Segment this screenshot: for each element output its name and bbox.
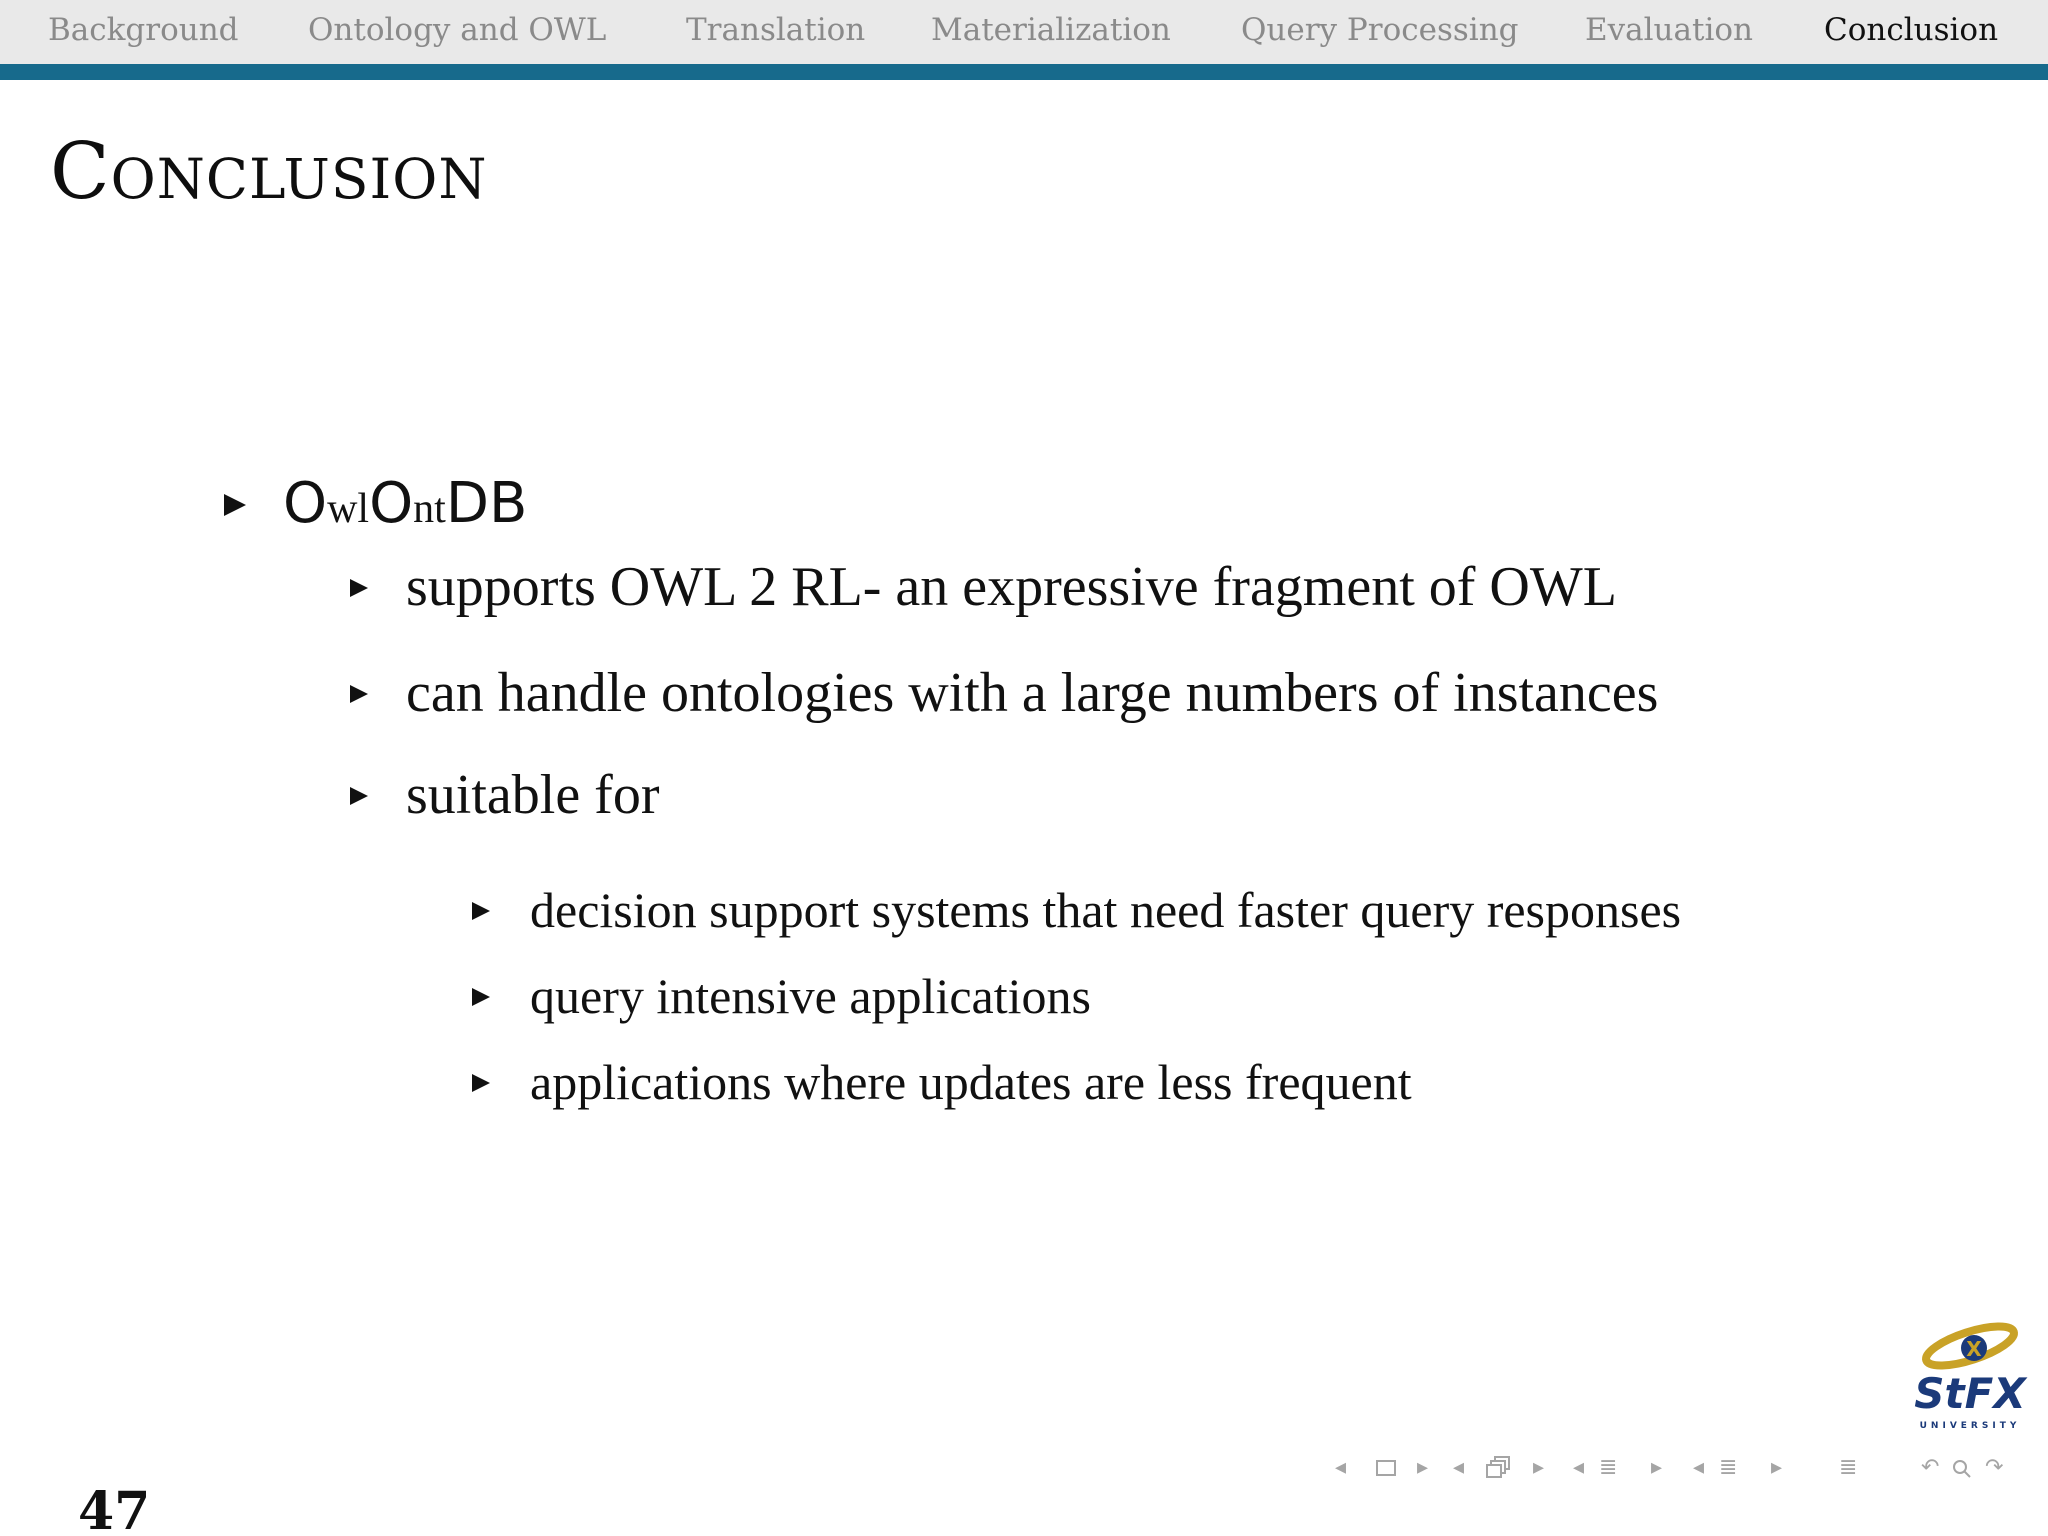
prev-subsection-arrow-icon[interactable]: ◂ [1453,1455,1465,1480]
svg-text:StFX: StFX [1914,1369,2026,1418]
next-presentation-arrow-icon[interactable]: ▸ [1771,1455,1783,1480]
name-part: O [283,471,328,536]
redo-icon[interactable]: ↷ [1985,1455,2004,1480]
bullet-triangle-icon [470,900,492,922]
prev-frame-arrow-icon[interactable]: ◂ [1335,1455,1347,1480]
bullet-triangle-icon [470,1072,492,1094]
name-part: wl [327,486,370,532]
bullet-text: decision support systems that need faster query responses [530,882,1682,938]
frame-icon[interactable] [1375,1459,1397,1477]
prev-presentation-arrow-icon[interactable]: ◂ [1693,1455,1705,1480]
nav-section-ontology-and-owl[interactable]: Ontology and OWL [308,12,607,48]
nav-section-evaluation[interactable]: Evaluation [1585,12,1753,48]
bullet-text: query intensive applications [530,968,1091,1024]
nav-section-background[interactable]: Background [48,12,239,48]
name-part: O [369,471,414,536]
nav-section-conclusion[interactable]: Conclusion [1824,12,1999,48]
bullet-text: applications where updates are less frequent [530,1054,1412,1110]
undo-icon[interactable]: ↶ [1921,1455,1940,1480]
bullet-triangle-icon [222,492,248,518]
svg-text:X: X [1966,1337,1982,1361]
product-name-owlontdb [283,468,527,545]
presentation-icon[interactable]: ≣ [1719,1455,1738,1480]
beamer-navigation-controls [1335,1450,2035,1486]
bullet-text: supports OWL 2 RL- an expressive fragment of OWL [406,556,1617,618]
search-icon[interactable] [1951,1458,1973,1480]
next-frame-arrow-icon[interactable]: ▸ [1417,1455,1429,1480]
section-icon[interactable]: ≣ [1599,1455,1618,1480]
bullet-triangle-icon [348,577,370,599]
svg-text:UNIVERSITY: UNIVERSITY [1919,1421,2021,1431]
nav-section-translation[interactable]: Translation [686,12,866,48]
bullet-triangle-icon [348,683,370,705]
next-section-arrow-icon[interactable]: ▸ [1651,1455,1663,1480]
subsection-icon[interactable] [1483,1455,1513,1481]
menu-icon[interactable]: ≣ [1839,1455,1858,1480]
next-subsection-arrow-icon[interactable]: ▸ [1533,1455,1545,1480]
bullet-triangle-icon [470,986,492,1008]
prev-section-arrow-icon[interactable]: ◂ [1573,1455,1585,1480]
bullet-triangle-icon [348,785,370,807]
nav-section-query-processing[interactable]: Query Processing [1241,12,1519,48]
stfx-university-logo [1908,1316,2032,1436]
name-part: nt [413,486,446,532]
slide-title: Conclusion [50,127,488,217]
bullet-text: suitable for [406,764,660,826]
bullet-text: can handle ontologies with a large numbers of instances [406,662,1659,724]
name-part: DB [445,471,528,536]
header-rule [0,64,2048,80]
page-number: 47 [78,1481,151,1536]
nav-section-materialization[interactable]: Materialization [931,12,1171,48]
section-navigation-bar [0,0,2048,64]
